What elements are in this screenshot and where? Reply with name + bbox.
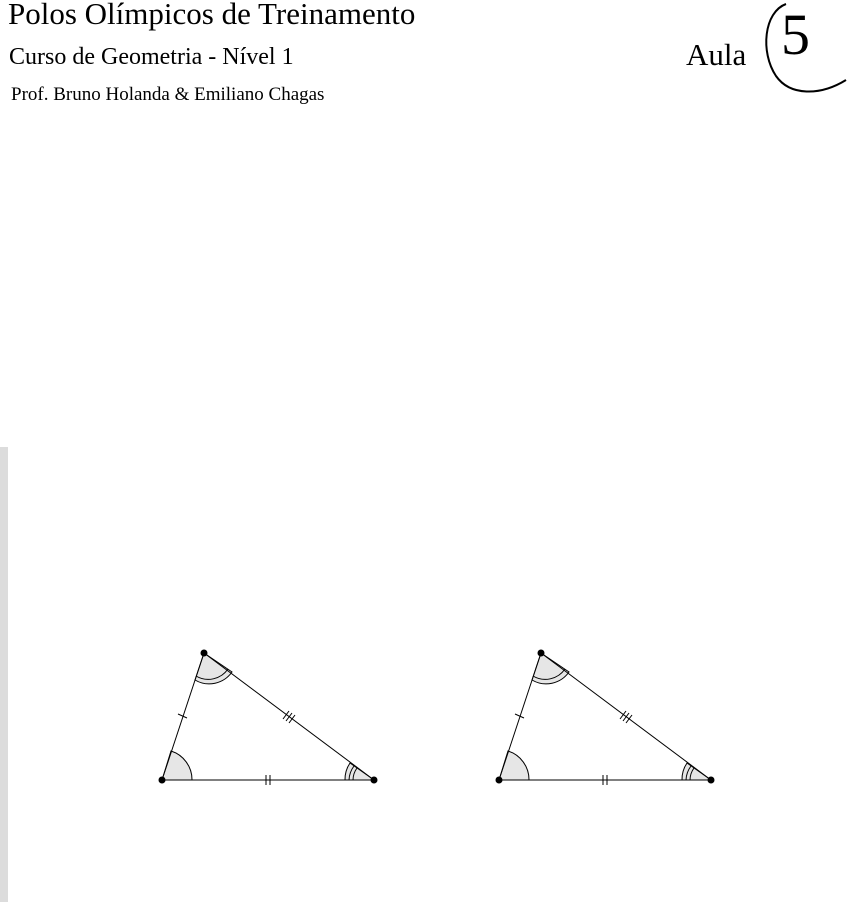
vertex-bottom-left: [159, 777, 165, 783]
vertex-top: [201, 650, 207, 656]
vertex-bottom-right: [708, 777, 714, 783]
lesson-number: 5: [781, 2, 810, 67]
vertex-top: [538, 650, 544, 656]
authors: Prof. Bruno Holanda & Emiliano Chagas: [11, 84, 325, 105]
lesson-label: Aula: [686, 37, 747, 72]
vertex-bottom-right: [371, 777, 377, 783]
document-title: Polos Olímpicos de Treinamento: [8, 0, 416, 31]
triangle-right: [496, 650, 714, 785]
course-name: Curso de Geometria - Nível 1: [9, 44, 294, 70]
triangle-left: [159, 650, 377, 785]
vertex-bottom-left: [496, 777, 502, 783]
